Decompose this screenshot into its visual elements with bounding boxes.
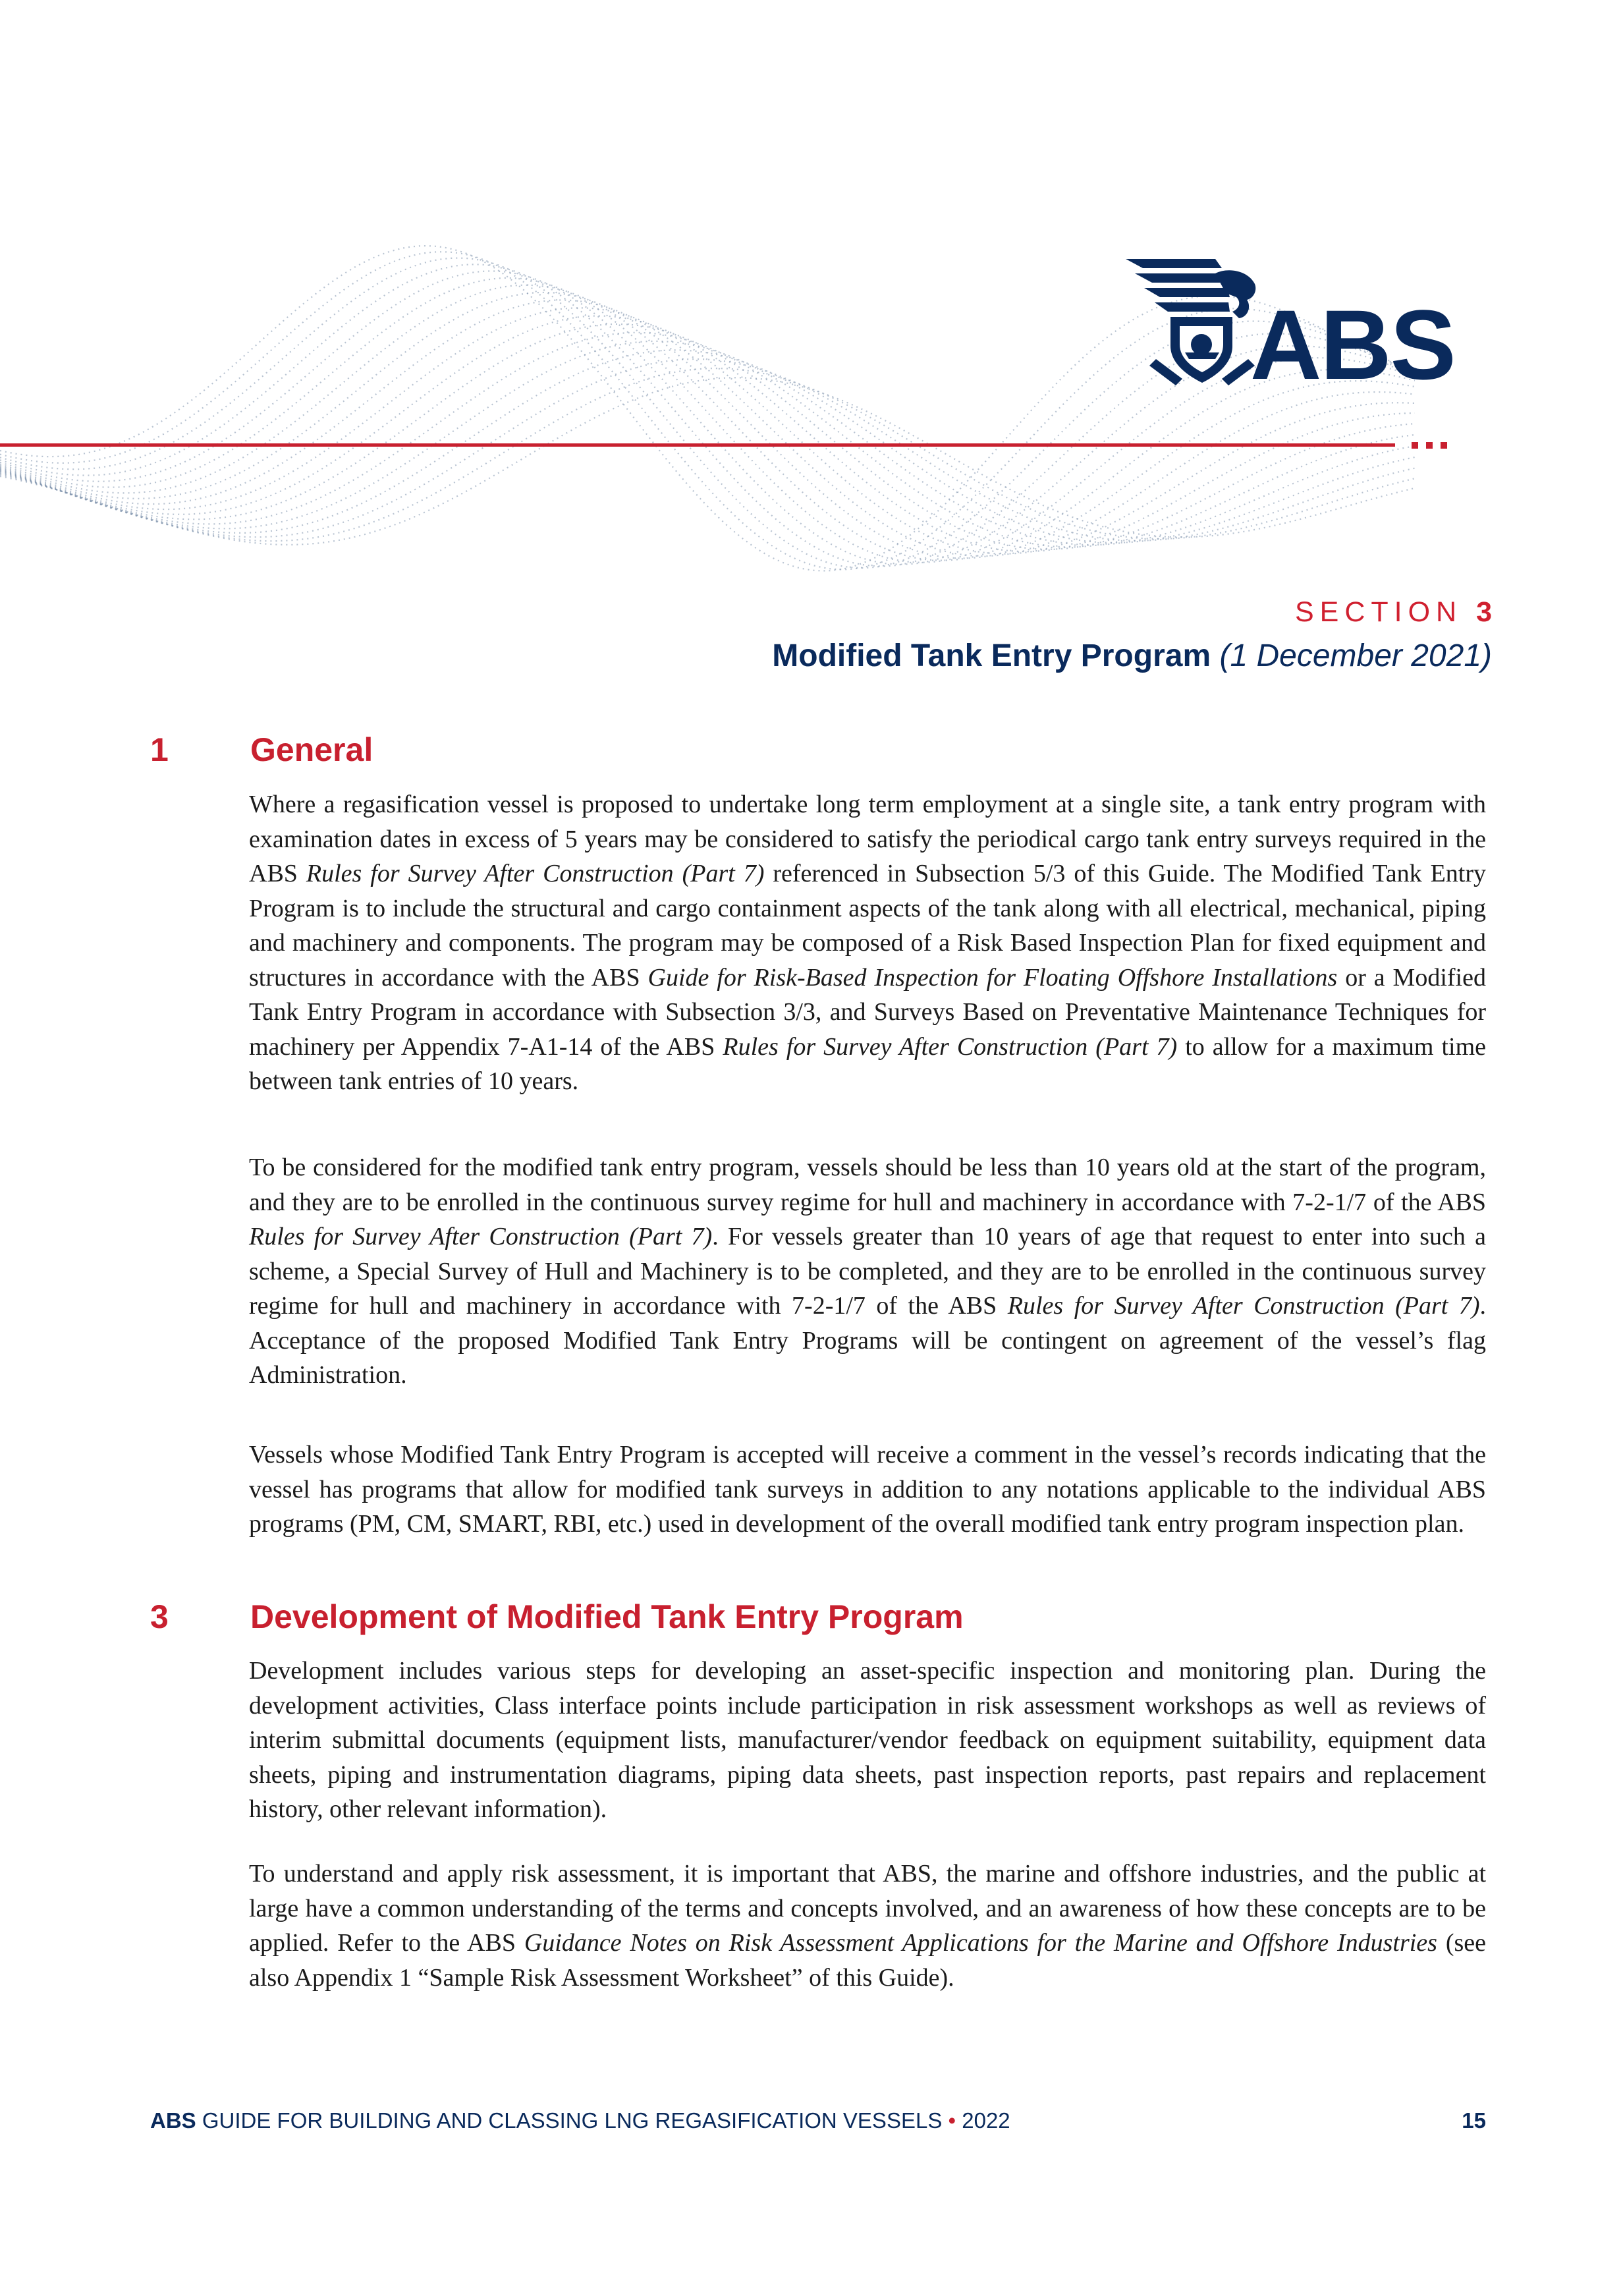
paragraph-development-1: Development includes various steps for developing an asset-specific inspection and monitoring plan. During the development activities, Class interface points include participation in risk assessment workshops as well as reviews of interim submittal documents (equipment lists, manufacturer/vendor feedback on equipment suitability, equipment data sheets, piping and instrumentation diagrams, piping data sheets, past inspection reports, past repairs and replacement history, other relevant information).: [249, 1657, 1486, 1823]
paragraph-general-1: Where a regasification vessel is proposed to undertake long term employment at a single site, a tank entry program with examination dates in excess of 5 years may be considered to satisfy the periodical cargo tank entry surveys required in the ABS Rules for Survey After Construction (Part 7) referenced in Subsection 5/3 of this Guide. The Modified Tank Entry Program is to include the structural and cargo containment aspects of the tank along with all electrical, mechanical, piping and machinery and components. The program may be composed of a Risk Based Inspection Plan for fixed equipment and structures in accordance with the ABS Guide for Risk-Based Inspection for Floating Offshore Installations or a Modified Tank Entry Program in accordance with Subsection 3/3, and Surveys Based on Preventative Maintenance Techniques for machinery per Appendix 7-A1-14 of the ABS Rules for Survey After Construction (Part 7) to allow for a maximum time between tank entries of 10 years.: [249, 791, 1487, 1095]
paragraph-general-3: Vessels whose Modified Tank Entry Program is accepted will receive a comment in the vessel’s records indicating that the vessel has programs that allow for modified tank surveys in addition to any notations applicable to the individual ABS programs (PM, CM, SMART, RBI, etc.) used in development of the overall modified tank entry program inspection plan.: [249, 1441, 1486, 1538]
section-number: 3: [1476, 596, 1492, 628]
section-label: SECTION 3: [1294, 596, 1492, 628]
footer-year: 2022: [962, 2108, 1010, 2133]
heading-general: 1 General: [150, 731, 373, 768]
abs-logo-wordmark: ABS: [1250, 289, 1455, 400]
footer-separator: •: [948, 2108, 956, 2133]
footer-title: GUIDE FOR BUILDING AND CLASSING LNG REGASIFICATION VESSELS: [202, 2108, 943, 2133]
paragraph-development-2: To understand and apply risk assessment, it is important that ABS, the marine and offshore industries, and the public at large have a common understanding of the terms and concepts involved, and an awareness of how these concepts are to be applied. Refer to the ABS Guidance Notes on Risk Assessment Applications for the Marine and Offshore Industries (see also Appendix 1 “Sample Risk Assessment Worksheet” of this Guide).: [249, 1860, 1486, 1992]
footer-brand: ABS: [150, 2108, 196, 2133]
page-title: Modified Tank Entry Program (1 December 2021): [772, 638, 1492, 673]
paragraph-general-2: To be considered for the modified tank entry program, vessels should be less than 10 years old at the start of the program, and they are to be enrolled in the continuous survey regime for hull and machinery in accordance with 7-2-1/7 of the ABS Rules for Survey After Construction (Part 7). For vessels greater than 10 years of age that request to enter into such a scheme, a Special Survey of Hull and Machinery is to be completed, and they are to be enrolled in the continuous survey regime for hull and machinery in accordance with 7-2-1/7 of the ABS Rules for Survey After Construction (Part 7). Acceptance of the proposed Modified Tank Entry Programs will be contingent on agreement of the vessel’s flag Administration.: [249, 1154, 1486, 1389]
header-red-rule: [0, 443, 1395, 447]
page-footer: [150, 2108, 1486, 2133]
heading-development: 3 Development of Modified Tank Entry Program: [150, 1598, 964, 1635]
page-number: 15: [1462, 2108, 1486, 2133]
section-date: (1 December 2021): [1219, 638, 1492, 673]
header-red-dots: [1412, 440, 1455, 452]
